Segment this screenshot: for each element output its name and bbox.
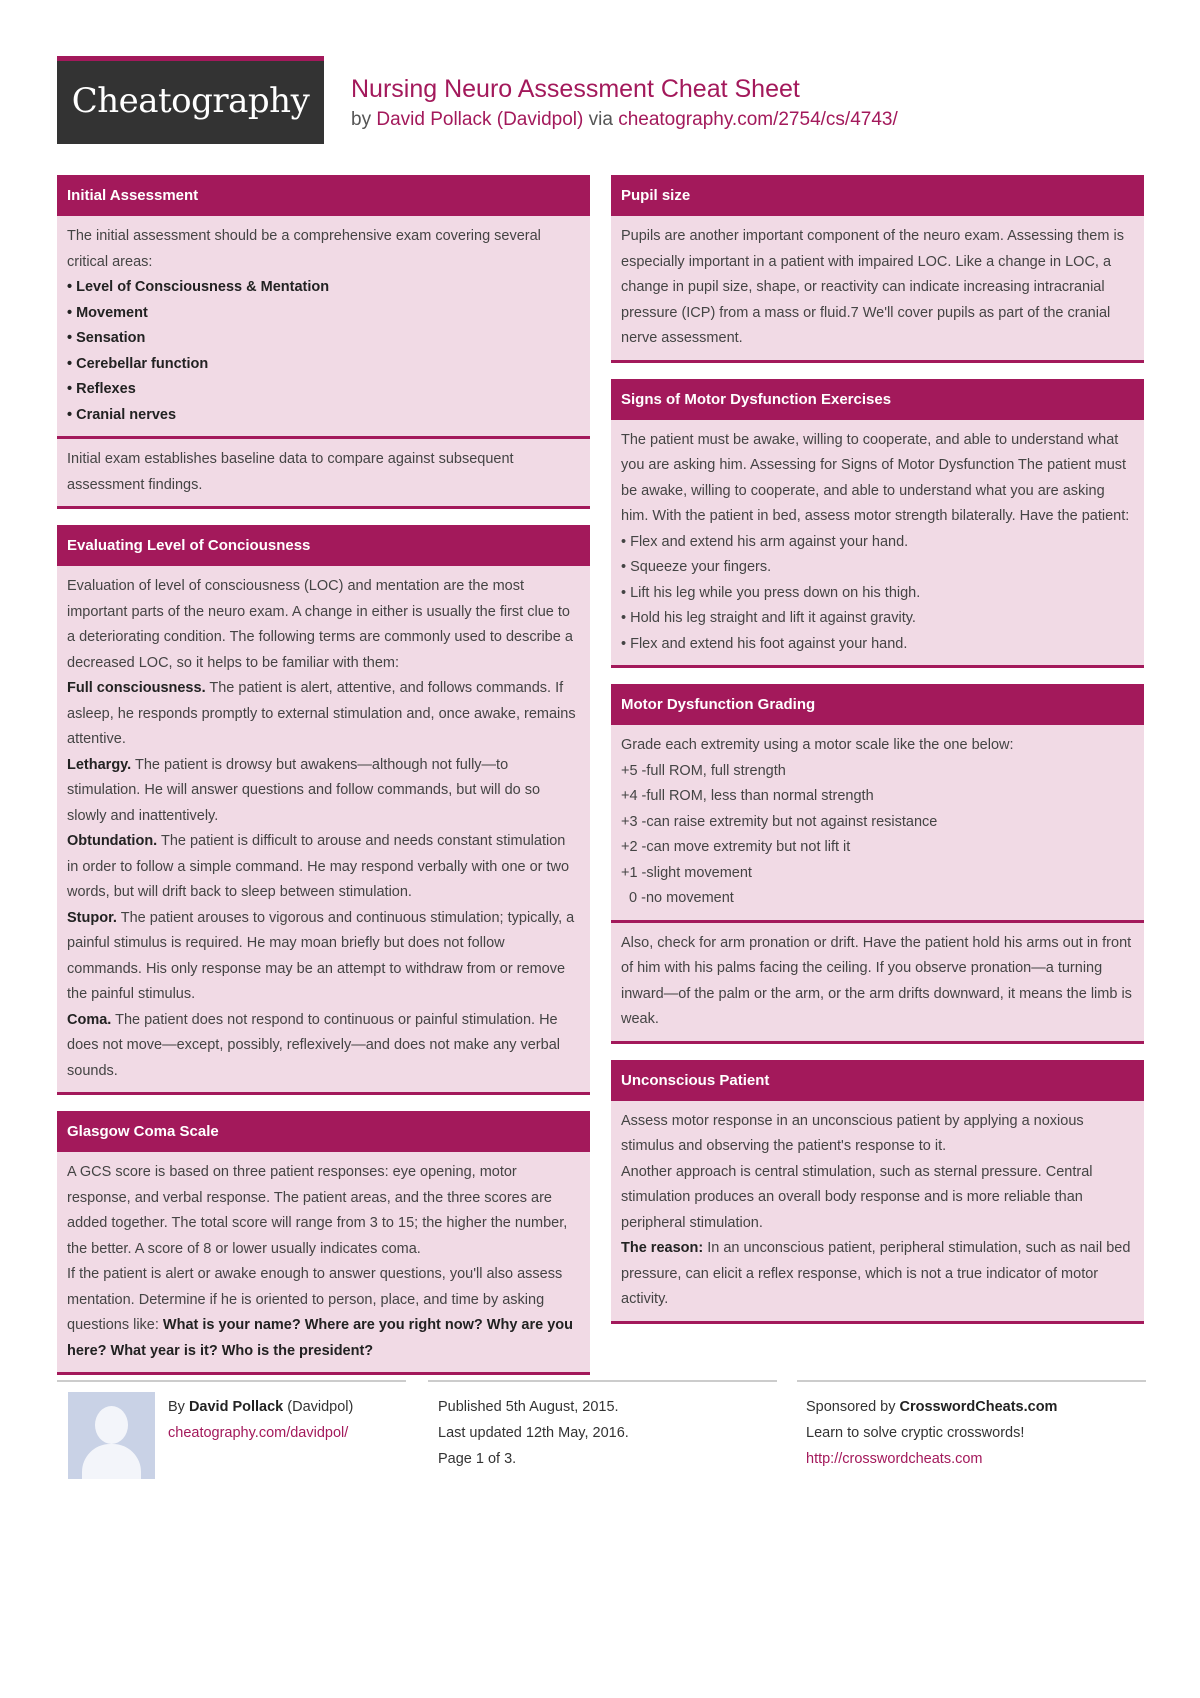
list-item: • Hold his leg straight and lift it against gravity. — [621, 610, 916, 626]
section-pupil-size — [611, 175, 1144, 363]
footer-sponsor — [806, 1394, 1057, 1472]
footer-by: By — [168, 1399, 189, 1415]
term-entry — [67, 829, 580, 906]
footer-author-link[interactable]: cheatography.com/davidpol/ — [168, 1425, 349, 1441]
footer-author-handle: (Davidpol) — [283, 1399, 354, 1415]
paragraph: Another approach is central stimulation, such as sternal pressure. Central stimulation produces an overall body response and is more reliable than peripheral stimulation. — [621, 1163, 1093, 1231]
paragraph-text: If the patient is alert or awake enough to answer questions, you'll also assess mentation. Determine if he is oriented to person, place, and time by asking questions like: — [67, 1266, 563, 1333]
content-block — [611, 923, 1144, 1044]
section-title: Signs of Motor Dysfunction Exercises — [611, 379, 1144, 420]
section-initial-assessment — [57, 175, 590, 509]
list-item: • Squeeze your fingers. — [621, 559, 772, 575]
page-number: Page 1 of 3. — [438, 1451, 517, 1467]
paragraph: Initial exam establishes baseline data to compare against subsequent assessment findings. — [67, 451, 514, 493]
content-block — [611, 725, 1144, 923]
content-block — [57, 216, 590, 439]
byline-author-link[interactable]: David Pollack (Davidpol) — [376, 109, 584, 130]
paragraph: The initial assessment should be a comprehensive exam covering several critical areas: — [67, 228, 541, 270]
content-block — [611, 216, 1144, 363]
paragraph: The patient must be awake, willing to cooperate, and able to understand what you are asking him. Assessing for Signs of Motor Dysfunction The patient must be awake, willing to cooperate, and able to understand what you are asking him. With the patient in bed, assess motor strength bilaterally. Have the patient: — [621, 431, 1130, 524]
avatar-head-shape — [95, 1406, 128, 1444]
grade-item: +5 -full ROM, full strength — [621, 762, 786, 779]
content-block — [57, 566, 590, 1095]
right-column — [611, 175, 1144, 1340]
term: Stupor. — [67, 909, 117, 926]
grade-item: +4 -full ROM, less than normal strength — [621, 788, 874, 804]
grade-item: +2 -can move extremity but not lift it — [621, 839, 851, 855]
footer-author-line — [168, 1394, 353, 1420]
term-description: The patient is drowsy but awakens—although not fully—to stimulation. He will answer questions and follow commands, but will do so slowly and inattentively. — [67, 756, 541, 824]
paragraph: Pupils are another important component of the neuro exam. Assessing them is especially important in a patient with impaired LOC. Like a change in LOC, a change in pupil size, shape, or reactivity can indicate increasing intracranial pressure (ICP) from a mass or fluid.7 We'll cover pupils as part of the cranial nerve assessment. — [621, 228, 1124, 346]
footer-divider — [797, 1380, 1146, 1382]
list-item: • Flex and extend his foot against your hand. — [621, 635, 908, 652]
paragraph: Grade each extremity using a motor scale like the one below: — [621, 737, 1014, 753]
footer-divider — [428, 1380, 777, 1382]
list-item: • Reflexes — [67, 381, 136, 397]
list-item: • Lift his leg while you press down on his thigh. — [621, 584, 921, 601]
sponsor-name: CrosswordCheats.com — [899, 1399, 1058, 1415]
list-item: • Sensation — [67, 330, 146, 346]
list-item: • Cerebellar function — [67, 355, 209, 372]
term: Coma. — [67, 1011, 112, 1028]
reason-label: The reason: — [621, 1240, 704, 1256]
content-block — [57, 1152, 590, 1375]
term-description: The patient does not respond to continuous or painful stimulation. He does not move—except, possibly, reflexively—and does not make any verbal sounds. — [67, 1011, 560, 1079]
paragraph: Assess motor response in an unconscious patient by applying a noxious stimulus and observing the patient's response to it. — [621, 1112, 1084, 1154]
author-avatar — [68, 1392, 155, 1479]
sponsor-line — [806, 1394, 1057, 1420]
footer-divider — [57, 1380, 406, 1382]
term: Lethargy. — [67, 756, 132, 773]
byline-by: by — [351, 109, 377, 130]
section-level-of-consciousness — [57, 525, 590, 1095]
paragraph — [67, 1262, 580, 1364]
section-glasgow-coma-scale — [57, 1111, 590, 1375]
byline-via: via — [583, 109, 619, 130]
term-entry — [67, 676, 580, 753]
term: Obtundation. — [67, 833, 158, 849]
term-entry — [67, 753, 580, 830]
list-item: • Movement — [67, 304, 148, 321]
paragraph: Evaluation of level of consciousness (LOC) and mentation are the most important parts of the neuro exam. A change in either is usually the first clue to a deteriorating condition. The following terms are commonly used to describe a decreased LOC, so it helps to be familiar with them: — [67, 578, 573, 671]
byline-url-link[interactable]: cheatography.com/2754/cs/4743/ — [618, 109, 898, 130]
list-item: • Cranial nerves — [67, 406, 177, 423]
section-title: Pupil size — [611, 175, 1144, 216]
published-date: Published 5th August, 2015. — [438, 1399, 619, 1415]
sponsor-link[interactable]: http://crosswordcheats.com — [806, 1451, 983, 1467]
paragraph: A GCS score is based on three patient responses: eye opening, motor response, and verbal response. The patient areas, and the three scores are added together. The total score will range from 3 to 15; the higher the number, the better. A score of 8 or lower usually indicates coma. — [67, 1164, 568, 1257]
term-description: The patient is difficult to arouse and needs constant stimulation in order to follow a simple command. He may respond verbally with one or two words, but will drift back to sleep between stimulation. — [67, 833, 570, 900]
term-description: The patient is alert, attentive, and follows commands. If asleep, he responds promptly to external stimulation and, once awake, remains attentive. — [67, 680, 576, 747]
grade-item: +3 -can raise extremity but not against resistance — [621, 813, 938, 830]
byline — [351, 107, 898, 133]
footer-dates — [438, 1394, 629, 1472]
footer-author-name: David Pollack — [188, 1399, 284, 1415]
section-title: Evaluating Level of Conciousness — [57, 525, 590, 566]
grade-item: 0 -no movement — [621, 890, 734, 906]
paragraph: Also, check for arm pronation or drift. Have the patient hold his arms out in front of him with his palms facing the ceiling. If you observe pronation—a turning inward—of the palm or the arm, or the arm drifts downward, it means the limb is weak. — [621, 934, 1132, 1027]
page-title: Nursing Neuro Assessment Cheat Sheet — [351, 75, 800, 103]
left-column — [57, 175, 590, 1391]
term: Full consciousness. — [67, 680, 206, 696]
footer-author — [168, 1394, 353, 1446]
sample-questions: What is your name? Where are you right now? Why are you here? What year is it? Who is the president? — [67, 1317, 574, 1359]
list-item: • Level of Consciousness & Mentation — [67, 279, 330, 295]
section-title: Motor Dysfunction Grading — [611, 684, 1144, 725]
logo-text: Cheatography — [71, 81, 310, 121]
section-motor-dysfunction-grading — [611, 684, 1144, 1044]
term-description: The patient arouses to vigorous and continuous stimulation; typically, a painful stimulus is required. He may moan briefly but does not follow commands. His only response may be an attempt to withdraw from or remove the painful stimulus. — [67, 909, 575, 1002]
section-title: Initial Assessment — [57, 175, 590, 216]
section-title: Unconscious Patient — [611, 1060, 1144, 1101]
term-entry — [67, 1008, 580, 1085]
updated-date: Last updated 12th May, 2016. — [438, 1425, 629, 1441]
reason-text: In an unconscious patient, peripheral stimulation, such as nail bed pressure, can elicit a reflex response, which is not a true indicator of motor activity. — [621, 1240, 1131, 1307]
sponsored-by: Sponsored by — [806, 1399, 900, 1415]
grade-item: +1 -slight movement — [621, 864, 752, 881]
paragraph — [621, 1236, 1134, 1313]
cheatography-logo — [57, 56, 324, 144]
sponsor-tagline: Learn to solve cryptic crosswords! — [806, 1425, 1025, 1441]
term-entry — [67, 906, 580, 1008]
list-item: • Flex and extend his arm against your hand. — [621, 533, 909, 550]
content-block — [611, 420, 1144, 669]
content-block — [57, 439, 590, 509]
avatar-body-shape — [82, 1444, 141, 1479]
section-unconscious-patient — [611, 1060, 1144, 1324]
section-motor-dysfunction-exercises — [611, 379, 1144, 669]
section-title: Glasgow Coma Scale — [57, 1111, 590, 1152]
content-block — [611, 1101, 1144, 1324]
